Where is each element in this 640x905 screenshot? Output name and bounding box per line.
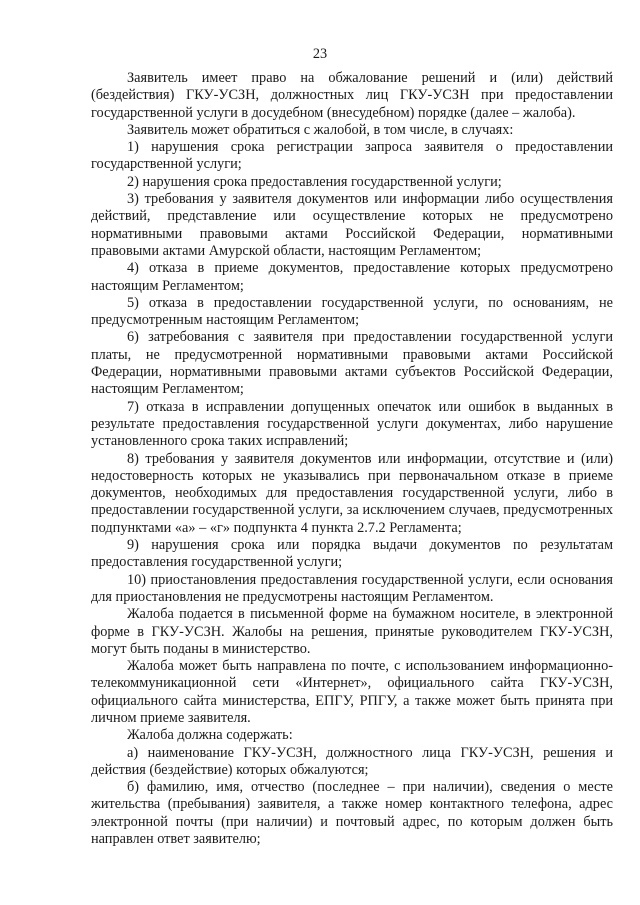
list-item: 5) отказа в предоставлении государственной услуги, по основаниям, не предусмотренным настоящим Регламентом; (91, 294, 613, 329)
list-item: 2) нарушения срока предоставления государственной услуги; (127, 173, 502, 190)
document-body (91, 70, 613, 848)
list-item: 6) затребования с заявителя при предоставлении государственной услуги платы, не предусмотренной нормативными правовыми актами Российской Федерации, нормативными правовыми актами субъектов Российской Федерации, настоящим Регламентом; (91, 329, 613, 398)
paragraph: Заявитель имеет право на обжалование решений и (или) действий (бездействия) ГКУ-УСЗН, должностных лиц ГКУ-УСЗН при предоставлении государственной услуги в досудебном (внесудебном) порядке (далее – жалоба). (91, 70, 613, 121)
list-item: 1) нарушения срока регистрации запроса заявителя о предоставлении государственной услуги; (91, 139, 613, 173)
paragraph: Заявитель может обратиться с жалобой, в том числе, в случаях: (127, 121, 514, 138)
paragraph: Жалоба подается в письменной форме на бумажном носителе, в электронной форме в ГКУ-УСЗН. Жалобы на решения, принятые руководителем ГКУ-УСЗН, могут быть поданы в министерство. (91, 606, 613, 657)
list-item: 7) отказа в исправлении допущенных опечаток или ошибок в выданных в результате предоставления государственной услуги документах, либо нарушение установленного срока таких исправлений; (91, 398, 613, 450)
list-item: 10) приостановления предоставления государственной услуги, если основания для приостановления не предусмотрены настоящим Регламентом. (91, 571, 613, 605)
page-number: 23 (312, 46, 328, 62)
list-item: а) наименование ГКУ-УСЗН, должностного лица ГКУ-УСЗН, решения и действия (бездействие) которых обжалуются; (91, 744, 613, 778)
list-item: 4) отказа в приеме документов, предоставление которых предусмотрено настоящим Регламентом; (91, 260, 613, 294)
list-item: 8) требования у заявителя документов или информации, отсутствие и (или) недостоверность которых не указывались при первоначальном отказе в приеме документов, необходимых для предоставления государственной услуги, либо в предоставлении государственной услуги, за исключением случаев, предусмотренных подпунктами «а» – «г» подпункта 4 пункта 2.7.2 Регламента; (91, 450, 613, 536)
paragraph: Жалоба может быть направлена по почте, с использованием информационно-телекоммуникационной сети «Интернет», официального сайта ГКУ-УСЗН, официального сайта министерства, ЕПГУ, РПГУ, а также может быть принята при личном приеме заявителя. (91, 658, 613, 726)
list-item: 3) требования у заявителя документов или информации либо осуществления действий, представление или осуществление которых не предусмотрено нормативными правовыми актами Российской Федерации, нормативными правовыми актами Амурской области, настоящим Регламентом; (91, 191, 613, 259)
list-item: б) фамилию, имя, отчество (последнее – при наличии), сведения о месте жительства (пребывания) заявителя, а также номер контактного телефона, адрес электронной почты (при наличии) и почтовый адрес, по которым должен быть направлен ответ заявителю; (91, 779, 613, 848)
list-item: 9) нарушения срока или порядка выдачи документов по результатам предоставления государственной услуги; (91, 537, 613, 571)
paragraph: Жалоба должна содержать: (127, 727, 293, 744)
